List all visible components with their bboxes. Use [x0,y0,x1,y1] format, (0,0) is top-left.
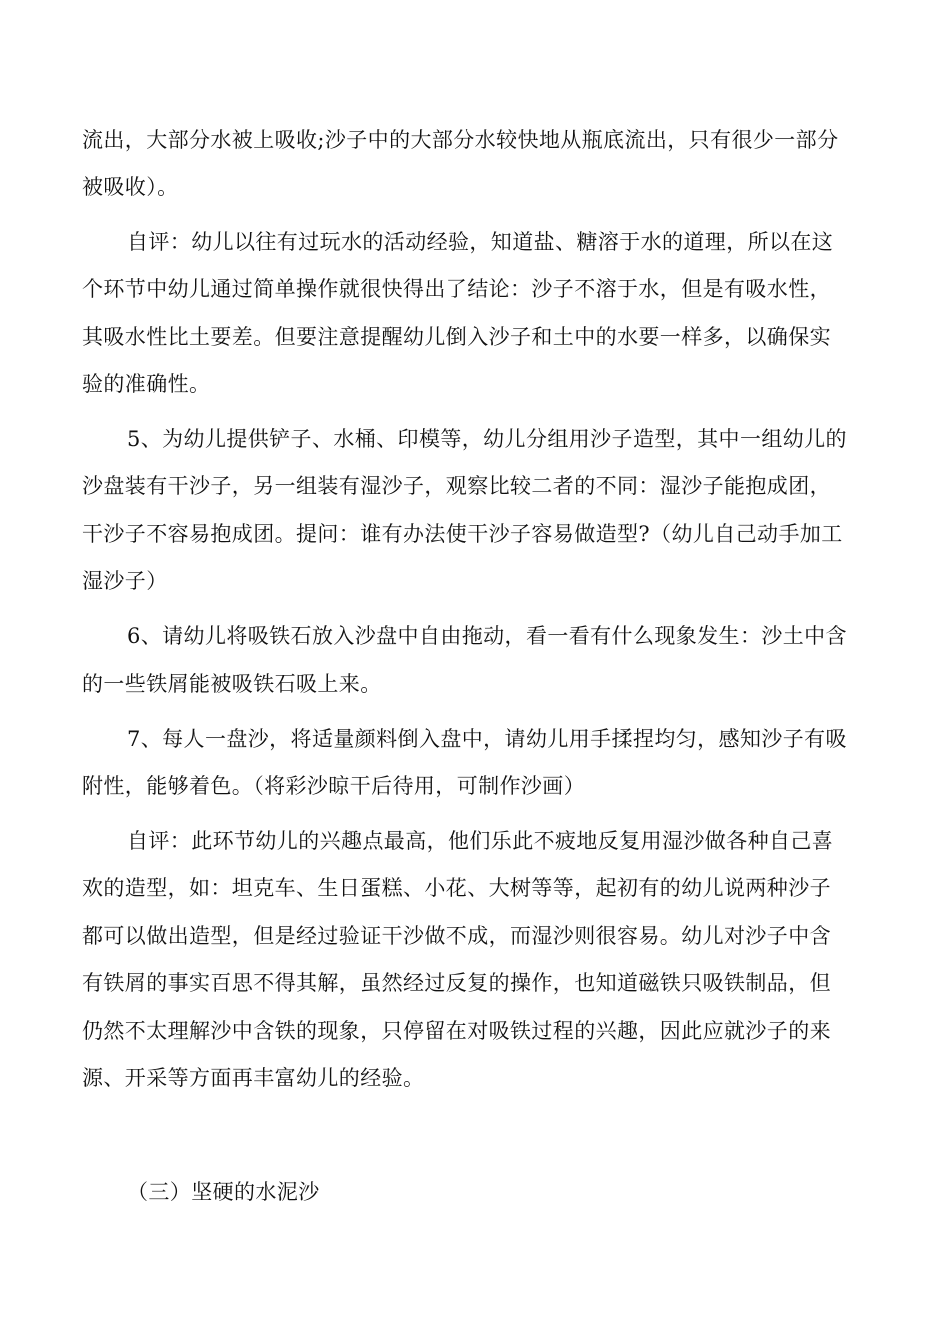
paragraph-self-review-2: 自评：此环节幼儿的兴趣点最高，他们乐此不疲地反复用湿沙做各种自己喜 [127,829,834,853]
text-line: 欢的造型，如：坦克车、生日蛋糕、小花、大树等等，起初有的幼儿说两种沙子 [82,876,831,900]
paragraph-step-6: 6、请幼儿将吸铁石放入沙盘中自由拖动，看一看有什么现象发生：沙土中含 [127,624,847,648]
text-line: 都可以做出造型，但是经过验证干沙做不成，而湿沙则很容易。幼儿对沙子中含 [82,924,831,948]
text-line: 沙盘装有干沙子，另一组装有湿沙子，观察比较二者的不同：湿沙子能抱成团， [82,474,831,498]
text-line: 仍然不太理解沙中含铁的现象，只停留在对吸铁过程的兴趣，因此应就沙子的来 [82,1019,831,1043]
text-line: 个环节中幼儿通过简单操作就很快得出了结论：沙子不溶于水，但是有吸水性， [82,277,831,301]
text-line: 其吸水性比土要差。但要注意提醒幼儿倒入沙子和土中的水要一样多，以确保实 [82,325,831,349]
text-line: 干沙子不容易抱成团。提问：谁有办法使干沙子容易做造型?（幼儿自己动手加工 [82,522,843,546]
text-line: 的一些铁屑能被吸铁石吸上来。 [82,672,382,696]
paragraph-step-7: 7、每人一盘沙，将适量颜料倒入盘中，请幼儿用手揉捏均匀，感知沙子有吸 [127,727,847,751]
paragraph-self-review-1: 自评：幼儿以往有过玩水的活动经验，知道盐、糖溶于水的道理，所以在这 [127,230,834,254]
text-line: 源、开采等方面再丰富幼儿的经验。 [82,1066,425,1090]
text-line: 流出，大部分水被上吸收;沙子中的大部分水较快地从瓶底流出，只有很少一部分 [82,128,839,152]
section-heading: （三）坚硬的水泥沙 [127,1180,320,1204]
text-line: 验的准确性。 [82,372,211,396]
text-line: 湿沙子） [82,569,168,593]
text-line: 附性，能够着色。（将彩沙晾干后待用，可制作沙画） [82,774,586,798]
text-line: 被吸收）。 [82,175,179,199]
paragraph-step-5: 5、为幼儿提供铲子、水桶、印模等，幼儿分组用沙子造型，其中一组幼儿的 [127,427,847,451]
text-line: 有铁屑的事实百思不得其解，虽然经过反复的操作，也知道磁铁只吸铁制品，但 [82,971,831,995]
